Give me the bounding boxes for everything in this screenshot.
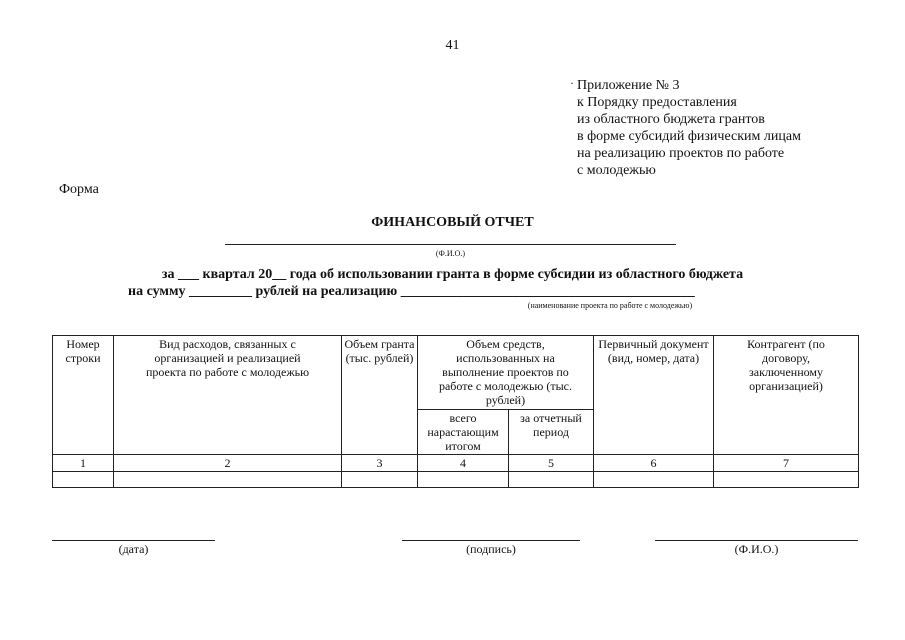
- table-cell: [509, 472, 594, 488]
- appendix-line: к Порядку предоставления: [577, 95, 737, 110]
- appendix-line: Приложение № 3: [577, 78, 680, 93]
- signature-line: [402, 540, 580, 541]
- fio-signature-line: [655, 540, 858, 541]
- financial-report-table: [52, 335, 859, 488]
- table-cell: [594, 472, 714, 488]
- fio-line: [225, 244, 676, 245]
- header-counterparty: Контрагент (по договору, заключенному организацией): [714, 336, 859, 455]
- header-row-number: Номер строки: [53, 336, 114, 455]
- column-number: 7: [714, 455, 859, 472]
- fio-signature-caption: (Ф.И.О.): [734, 542, 779, 556]
- amount-line: на сумму _________ рублей на реализацию __________________________________________: [128, 284, 695, 299]
- column-number: 3: [342, 455, 418, 472]
- table-cell: [53, 472, 114, 488]
- column-number: 4: [418, 455, 509, 472]
- header-expense-type: Вид расходов, связанных с организацией и реализацией проекта по работе с молодежью: [114, 336, 342, 455]
- table-cell: [114, 472, 342, 488]
- column-number: 5: [509, 455, 594, 472]
- table-cell: [418, 472, 509, 488]
- table-row: [53, 472, 859, 488]
- form-label: Форма: [59, 182, 99, 197]
- page-number: 41: [445, 38, 460, 53]
- date-caption: (дата): [118, 542, 149, 556]
- document-title: ФИНАНСОВЫЙ ОТЧЕТ: [371, 215, 534, 230]
- column-number: 1: [53, 455, 114, 472]
- fio-caption: (Ф.И.О.): [435, 249, 466, 258]
- column-number: 6: [594, 455, 714, 472]
- table-cell: [714, 472, 859, 488]
- project-caption: (наименование проекта по работе с молодежью): [527, 301, 693, 310]
- appendix-line: в форме субсидий физическим лицам: [577, 129, 801, 144]
- appendix-line: с молодежью: [577, 163, 656, 178]
- appendix-line: из областного бюджета грантов: [577, 112, 765, 127]
- header-for-period: за отчетный период: [509, 410, 594, 455]
- header-primary-document: Первичный документ (вид, номер, дата): [594, 336, 714, 455]
- header-grant-volume: Объем гранта (тыс. рублей): [342, 336, 418, 455]
- appendix-block: [577, 77, 801, 179]
- header-funds-used: Объем средств, использованных на выполнение проектов по работе с молодежью (тыс. рублей): [418, 336, 594, 410]
- table-cell: [342, 472, 418, 488]
- header-cumulative: всего нарастающим итогом: [418, 410, 509, 455]
- column-number: 2: [114, 455, 342, 472]
- appendix-line: на реализацию проектов по работе: [577, 146, 785, 161]
- bullet-mark: ·: [570, 76, 574, 90]
- signature-caption: (подпись): [466, 542, 516, 556]
- period-line: за ___ квартал 20__ года об использовании гранта в форме субсидии из областного бюджета: [161, 267, 744, 282]
- date-line: [52, 540, 215, 541]
